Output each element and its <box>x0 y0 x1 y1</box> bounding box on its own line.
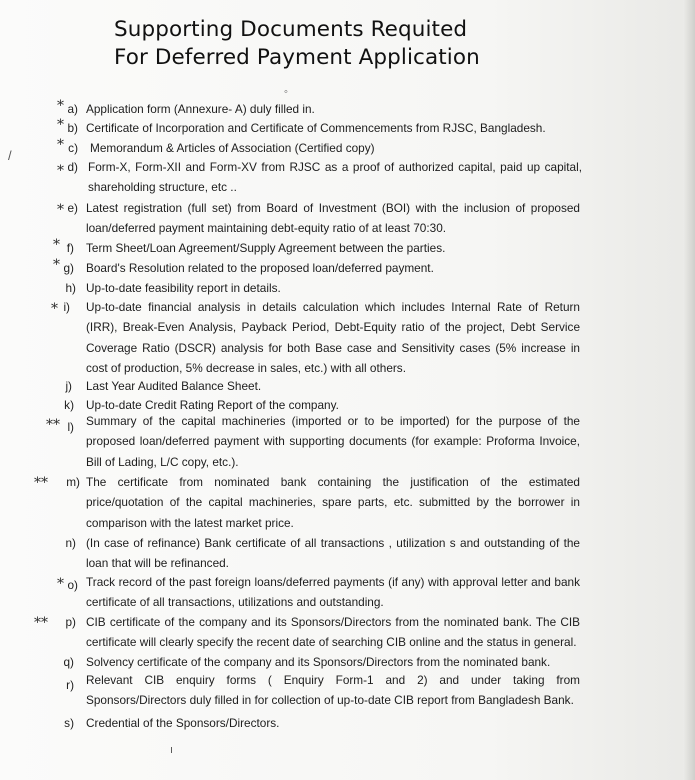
stray-mark: / <box>8 148 12 163</box>
item-letter: i) <box>63 300 70 314</box>
handwritten-asterisk: ** <box>34 615 48 631</box>
item-text: Application form (Annexure- A) duly filled in. <box>86 102 315 116</box>
item-text: Credential of the Sponsors/Directors. <box>86 716 280 730</box>
title-line-1: Supporting Documents Requited <box>114 17 468 42</box>
item-text: CIB certificate of the company and its Sponsors/Directors from the nominated bank. The CIB certificate will clearly specify the recent date of searching CIB online and the status in general. <box>86 615 580 650</box>
item-letter: p) <box>65 615 76 629</box>
item-text: Latest registration (full set) from Board of Investment (BOI) with the inclusion of proposed loan/deferred payment maintaining debt-equity ratio of at least 70:30. <box>86 201 580 236</box>
handwritten-asterisk: * <box>57 163 64 179</box>
item-letter: b) <box>67 121 78 135</box>
item-text: (In case of refinance) Bank certificate of all transactions , utilization s and outstanding of the loan that will be refinanced. <box>86 536 580 571</box>
handwritten-asterisk: * <box>53 257 60 273</box>
item-text: Track record of the past foreign loans/deferred payments (if any) with approval letter and bank certificate of all transactions, utilizations and outstanding. <box>86 575 580 610</box>
item-letter: n) <box>65 536 76 550</box>
item-text: Summary of the capital machineries (imported or to be imported) for the purpose of the proposed loan/deferred payment with supporting documents (for example: Proforma Invoice, Bill of Lading, L/C copy, etc.). <box>86 414 580 469</box>
item-letter: c) <box>68 141 78 155</box>
item-letter: d) <box>67 160 78 174</box>
item-letter: q) <box>63 655 74 669</box>
handwritten-asterisk: ** <box>46 417 60 433</box>
item-text: Last Year Audited Balance Sheet. <box>86 379 262 393</box>
item-letter: a) <box>67 102 78 116</box>
item-text: Certificate of Incorporation and Certificate of Commencements from RJSC, Bangladesh. <box>86 121 546 135</box>
handwritten-asterisk: * <box>57 137 64 153</box>
item-letter: r) <box>66 678 74 692</box>
title-line-2: For Deferred Payment Application <box>114 45 480 70</box>
handwritten-asterisk: * <box>53 237 60 253</box>
stray-mark: ◦ <box>284 86 288 98</box>
item-text: Up-to-date feasibility report in details. <box>86 281 281 295</box>
handwritten-asterisk: ** <box>34 475 48 491</box>
item-text: Form-X, Form-XII and Form-XV from RJSC as a proof of authorized capital, paid up capital, shareholding structure, etc .. <box>88 160 582 195</box>
item-letter: h) <box>65 281 76 295</box>
stray-mark: ı <box>170 744 174 756</box>
item-letter: e) <box>67 201 78 215</box>
item-letter: o) <box>67 578 78 592</box>
item-text: Relevant CIB enquiry forms ( Enquiry Form-1 and 2) and under taking from Sponsors/Directors duly filled in for collection of up-to-date CIB report from Bangladesh Bank. <box>86 673 580 708</box>
item-letter: l) <box>67 420 74 434</box>
item-letter: s) <box>64 716 74 730</box>
handwritten-asterisk: * <box>57 117 64 133</box>
item-letter: j) <box>65 379 72 393</box>
handwritten-asterisk: * <box>51 301 58 317</box>
handwritten-asterisk: * <box>57 576 64 592</box>
item-text: Up-to-date Credit Rating Report of the company. <box>86 398 339 412</box>
item-text: Memorandum & Articles of Association (Certified copy) <box>90 141 375 155</box>
item-letter: f) <box>66 241 74 255</box>
item-letter: m) <box>66 475 80 489</box>
item-text: Solvency certificate of the company and its Sponsors/Directors from the nominated bank. <box>86 655 551 669</box>
item-text: Term Sheet/Loan Agreement/Supply Agreement between the parties. <box>86 241 446 255</box>
item-text: The certificate from nominated bank containing the justification of the estimated price/quotation of the capital machineries, spare parts, etc. submitted by the borrower in comparison with the latest market price. <box>86 475 580 530</box>
item-letter: k) <box>64 398 74 412</box>
item-text: Board's Resolution related to the proposed loan/deferred payment. <box>86 261 434 275</box>
item-letter: g) <box>63 261 74 275</box>
item-text: Up-to-date financial analysis in details calculation which includes Internal Rate of Return (IRR), Break-Even Analysis, Payback Period, Debt-Equity ratio of the project, Debt Service Coverage Ratio (DSCR) analysis for both Base case and Sensitivity cases (5% increase in cost of production, 5% decrease in sales, etc.) with all others. <box>86 300 580 375</box>
handwritten-asterisk: * <box>57 202 64 218</box>
handwritten-asterisk: * <box>57 98 64 114</box>
